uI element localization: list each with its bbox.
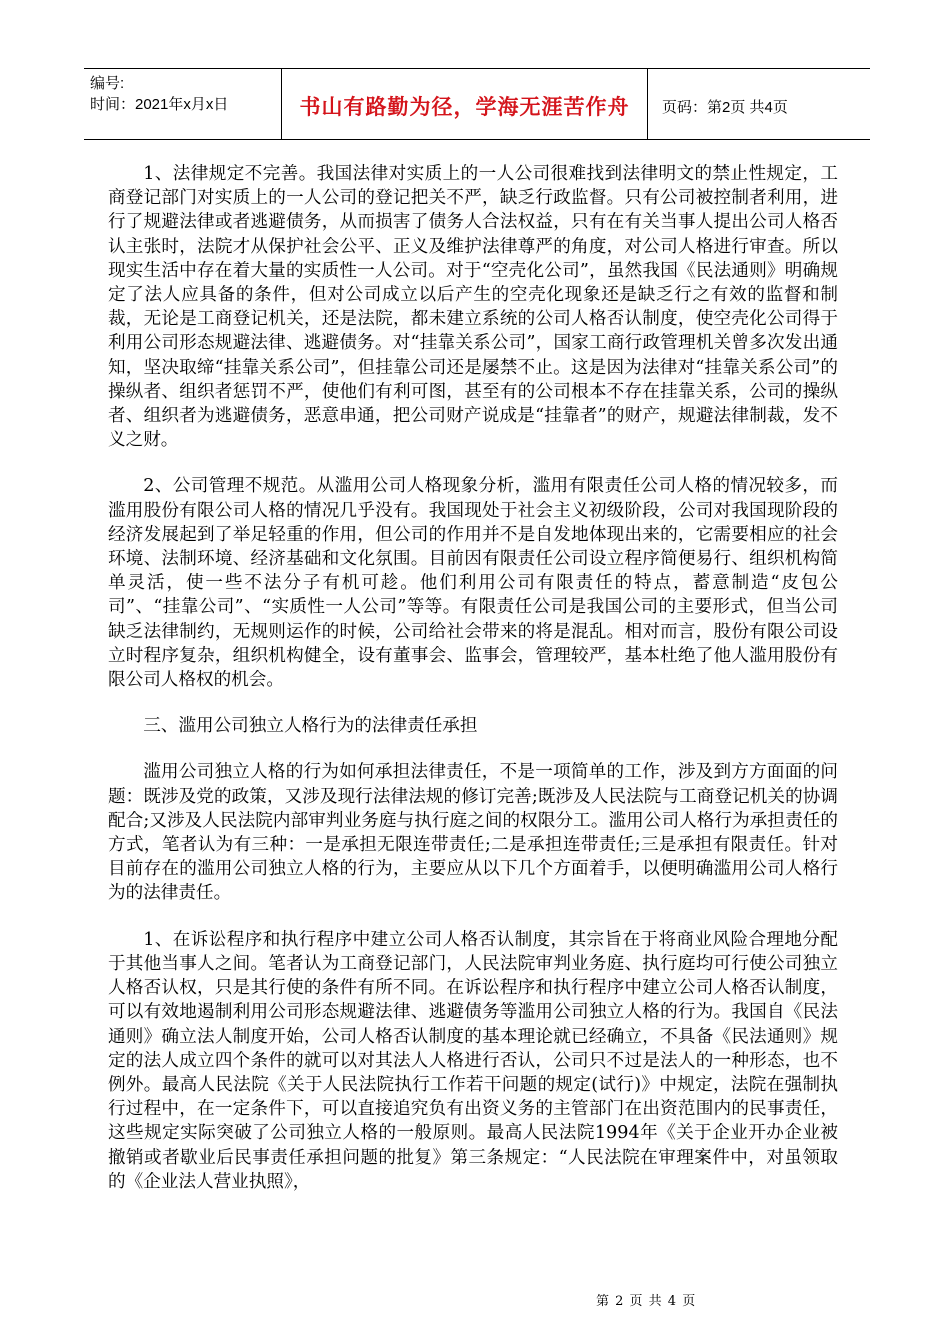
section-heading: 三、滥用公司独立人格行为的法律责任承担 <box>143 716 478 737</box>
time-label: 时间：2021年x月x日 <box>90 96 229 113</box>
page-footer: 第 2 页 共 4 页 <box>596 1294 697 1309</box>
paragraph-3: 滥用公司独立人格的行为如何承担法律责任，不是一项简单的工作，涉及到方方面面的问题：既涉及党的政策，又涉及现行法律法规的修订完善;既涉及人民法院与工商登记机关的协调配合;又涉及人民法院内部审判业务庭与执行庭之间的权限分工。滥用公司人格行为承担责任的方式，笔者认为有三种：一是承担无限连带责任;二是承担连带责任;三是承担有限责任。针对目前存在的滥用公司独立人格的行为，主要应从以下几个方面着手，以便明确滥用公司人格行为的法律责任。 <box>108 762 838 904</box>
document-body <box>108 162 838 1216</box>
paragraph-2: 2、公司管理不规范。从滥用公司人格现象分析，滥用有限责任公司人格的情况较多，而滥用股份有限公司人格的情况几乎没有。我国现处于社会主义初级阶段，公司对我国现阶段的经济发展起到了举足轻重的作用，但公司的作用并不是自发地体现出来的，它需要相应的社会环境、法制环境、经济基础和文化氛围。目前因有限责任公司设立程序简便易行、组织机构简单灵活，使一些不法分子有机可趁。他们利用公司有限责任的特点，蓄意制造“皮包公司”、“挂靠公司”、“实质性一人公司”等等。有限责任公司是我国公司的主要形式，但当公司缺乏法律制约，无规则运作的时候，公司给社会带来的将是混乱。相对而言，股份有限公司设立时程序复杂，组织机构健全，设有董事会、监事会，管理较严，基本杜绝了他人滥用股份有限公司人格权的机会。 <box>108 476 838 691</box>
header-meta-cell <box>84 69 282 139</box>
header-motto: 书山有路勤为径，学海无涯苦作舟 <box>282 69 648 139</box>
page-header <box>84 68 870 140</box>
paragraph-4: 1、在诉讼程序和执行程序中建立公司人格否认制度，其宗旨在于将商业风险合理地分配于其他当事人之间。笔者认为工商登记部门，人民法院审判业务庭、执行庭均可行使公司独立人格否认权，只是其行使的条件有所不同。在诉讼程序和执行程序中建立公司人格否认制度，可以有效地遏制利用公司形态规避法律、逃避债务等滥用公司独立人格的行为。我国自《民法通则》确立法人制度开始，公司人格否认制度的基本理论就已经确立，不具备《民法通则》规定的法人成立四个条件的就可以对其法人人格进行否认，公司只不过是法人的一种形态，也不例外。最高人民法院《关于人民法院执行工作若干问题的规定(试行)》中规定，法院在强制执行过程中，在一定条件下，可以直接追究负有出资义务的主管部门在出资范围内的民事责任，这些规定实际突破了公司独立人格的一般原则。最高人民法院1994年《关于企业开办企业被撤销或者歇业后民事责任承担问题的批复》第三条规定：“人民法院在审理案件中，对虽领取的《企业法人营业执照》， <box>108 929 838 1192</box>
header-page-info: 页码：第2页 共4页 <box>662 98 788 116</box>
number-label: 编号: <box>90 75 125 92</box>
paragraph-1: 1、法律规定不完善。我国法律对实质上的一人公司很难找到法律明文的禁止性规定，工商登记部门对实质上的一人公司的登记把关不严，缺乏行政监督。只有公司被控制者利用，进行了规避法律或者逃避债务，从而损害了债务人合法权益，只有在有关当事人提出公司人格否认主张时，法院才从保护社会公平、正义及维护法律尊严的角度，对公司人格进行审查。所以现实生活中存在着大量的实质性一人公司。对于“空壳化公司”，虽然我国《民法通则》明确规定了法人应具备的条件，但对公司成立以后产生的空壳化现象还是缺乏行之有效的监督和制裁，无论是工商登记机关，还是法院，都未建立系统的公司人格否认制度，使空壳化公司得于利用公司形态规避法律、逃避债务。对“挂靠关系公司”，国家工商行政管理机关曾多次发出通知，坚决取缔“挂靠关系公司”，但挂靠公司还是屡禁不止。这是因为法律对“挂靠关系公司”的操纵者、组织者惩罚不严，使他们有利可图，甚至有的公司根本不存在挂靠关系，公司的操纵者、组织者为逃避债务，恶意串通，把公司财产说成是“挂靠者”的财产，规避法律制裁，发不义之财。 <box>108 164 838 451</box>
